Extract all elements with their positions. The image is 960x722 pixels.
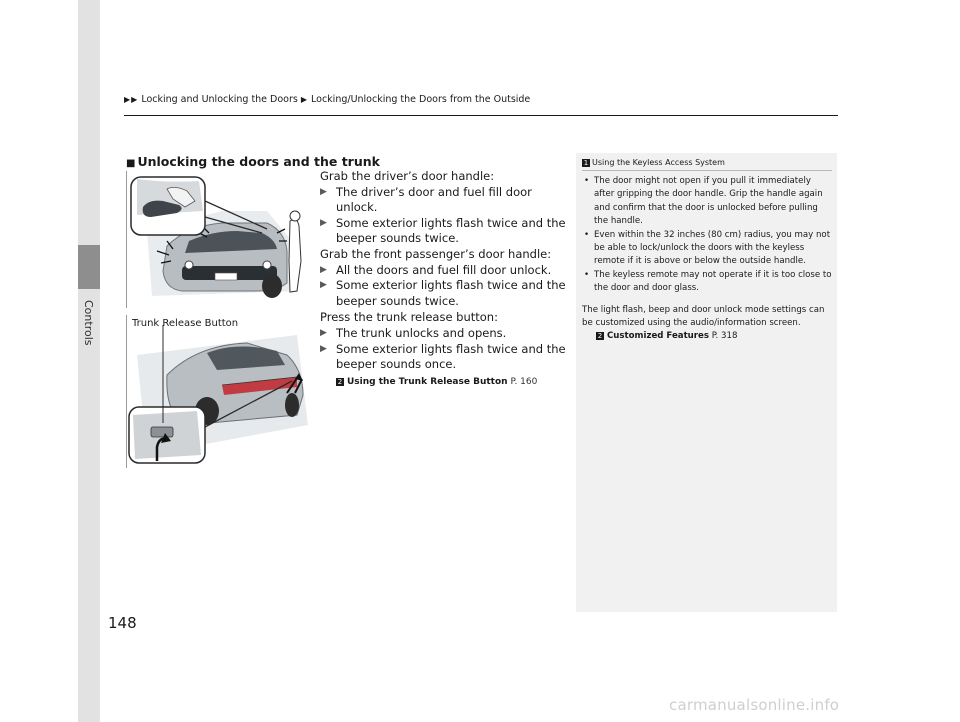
- section-heading: [126, 154, 380, 169]
- result-arrow-icon: ▶: [320, 343, 327, 354]
- watermark: carmanualsonline.info: [669, 696, 840, 714]
- step-result: ▶ The driver’s door and fuel fill door unlock.: [320, 184, 532, 215]
- figure-label: Trunk Release Button: [132, 318, 239, 329]
- note-paragraph: The light flash, beep and door unlock mode settings can be customized using the audio/information screen.: [582, 304, 825, 329]
- reference-icon: 2: [337, 377, 343, 386]
- side-tab-marker: [78, 245, 100, 289]
- result-arrow-icon: ▶: [320, 280, 327, 291]
- side-tab-label: Controls: [82, 300, 95, 346]
- step-result: ▶ Some exterior lights flash twice and the beeper sounds twice.: [320, 215, 566, 246]
- section-heading-text: Unlocking the doors and the trunk: [137, 154, 380, 169]
- header-rule: [124, 115, 838, 116]
- page-number: 148: [108, 614, 137, 632]
- reference-icon: 2: [597, 332, 603, 341]
- result-arrow-icon: ▶: [320, 186, 327, 197]
- result-arrow-icon: ▶: [320, 217, 327, 228]
- door-handle-illustration: [126, 171, 308, 308]
- trunk-release-illustration: [126, 315, 308, 468]
- breadcrumb-arrow-icon: ▶▶: [124, 95, 138, 104]
- note-bullet: • Even within the 32 inches (80 cm) radius, you may not be able to lock/unlock the doors with the keyless remote if it is above or below the outside handle.: [584, 229, 831, 267]
- note-number-icon: 1: [583, 158, 589, 167]
- result-arrow-icon: ▶: [320, 264, 327, 275]
- breadcrumb: [124, 94, 530, 105]
- step-action: Press the trunk release button:: [320, 310, 498, 325]
- note-rule: [582, 170, 832, 171]
- customized-features-reference[interactable]: 2 Customized Features P. 318: [597, 331, 738, 342]
- step-result: ▶ All the doors and fuel fill door unlock.: [320, 262, 552, 277]
- instructions: [320, 169, 570, 390]
- trunk-release-reference[interactable]: 2 Using the Trunk Release Button P. 160: [337, 376, 538, 387]
- step-action: Grab the driver’s door handle:: [320, 169, 495, 183]
- step-result: ▶ Some exterior lights flash twice and the beeper sounds twice.: [320, 278, 566, 308]
- step-result: ▶ The trunk unlocks and opens.: [320, 325, 507, 340]
- note-body: [582, 175, 832, 344]
- result-arrow-icon: ▶: [320, 327, 327, 338]
- breadcrumb-item-2[interactable]: Locking/Unlocking the Doors from the Outside: [311, 94, 531, 105]
- square-bullet-icon: ■: [126, 158, 136, 169]
- note-bullet: • The door might not open if you pull it immediately after gripping the door handle. Grip the handle again and confirm that the door is unlocked before pulling the handle.: [584, 176, 823, 227]
- step-result: ▶ Some exterior lights flash twice and the beeper sounds once.: [320, 341, 566, 372]
- breadcrumb-item-1[interactable]: Locking and Unlocking the Doors: [141, 94, 298, 105]
- note-bullet: • The keyless remote may not operate if it is too close to the door and door glass.: [584, 269, 832, 294]
- breadcrumb-arrow-icon: ▶: [300, 95, 308, 104]
- step-action: Grab the front passenger’s door handle:: [320, 246, 552, 261]
- side-tab: [78, 0, 100, 722]
- note-title: 1 Using the Keyless Access System: [583, 158, 725, 167]
